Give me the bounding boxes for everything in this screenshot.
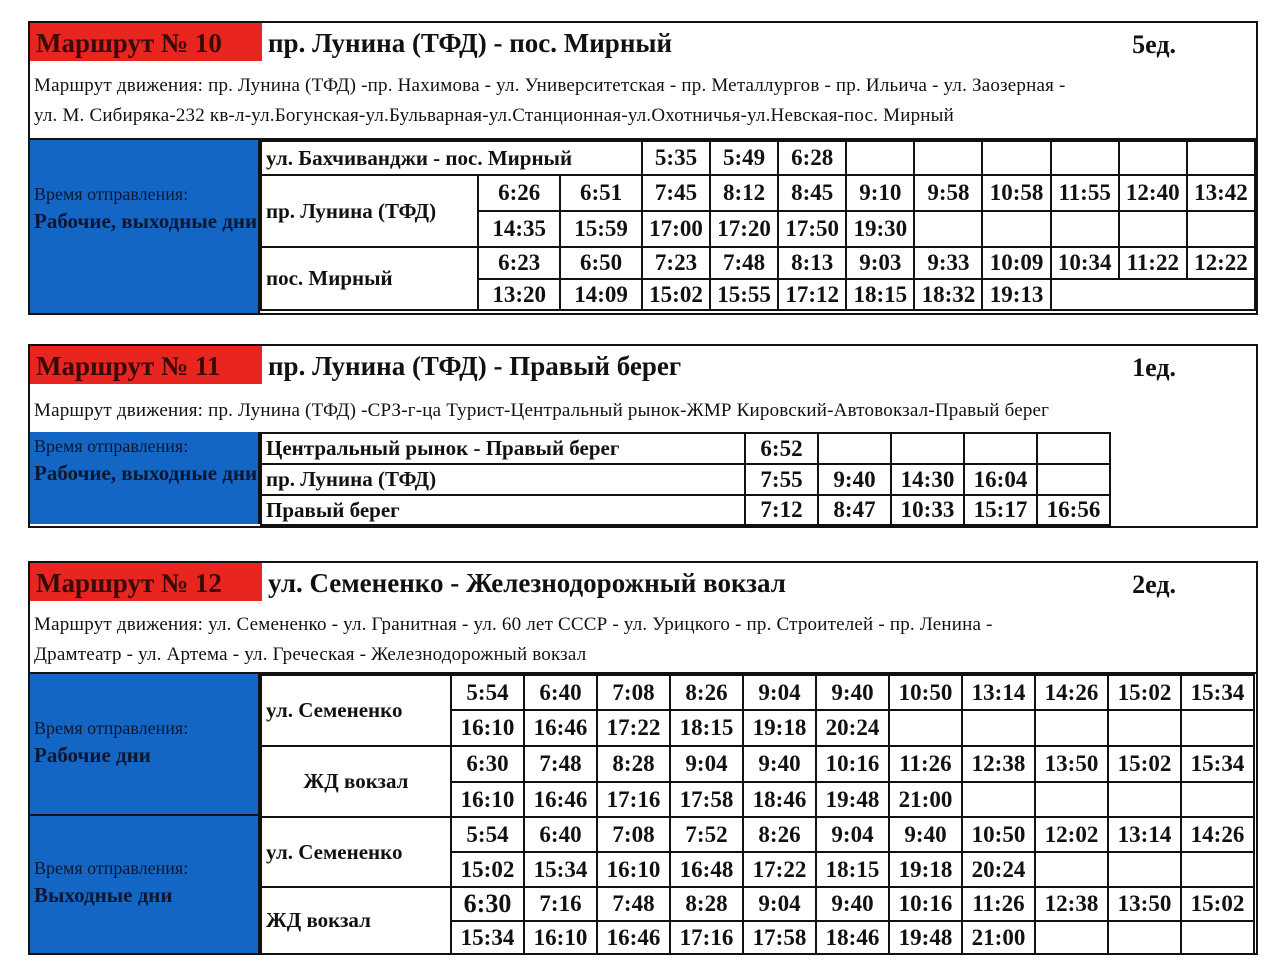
departure-time: 12:38: [962, 746, 1035, 782]
departure-time: 17:50: [778, 211, 846, 247]
departure-time: 11:22: [1119, 247, 1187, 279]
departure-time: [1051, 141, 1119, 175]
departure-time: 14:30: [891, 464, 964, 495]
departure-time: 17:20: [710, 211, 778, 247]
route-12-title: ул. Семененко - Железнодорожный вокзал: [268, 568, 786, 598]
departure-time: [1037, 464, 1110, 495]
departure-time: 7:08: [597, 817, 670, 852]
departure-time: 16:10: [451, 782, 524, 817]
departure-time: 19:18: [889, 852, 962, 887]
departure-time: 20:24: [816, 710, 889, 746]
route-12-card: [28, 561, 1258, 955]
departure-time: 16:10: [597, 852, 670, 887]
route-10-badge: Маршрут № 10: [30, 23, 262, 61]
departure-time: [1119, 211, 1187, 247]
departure-time: 15:34: [524, 852, 597, 887]
departure-time: 15:02: [451, 852, 524, 887]
route-11-description: [34, 396, 1250, 426]
departure-time: 5:54: [451, 817, 524, 852]
route-12-badge: Маршрут № 12: [30, 563, 262, 601]
departure-time: 17:58: [743, 921, 816, 954]
departure-time: [1108, 852, 1181, 887]
departure-time: [1035, 921, 1108, 954]
route-10-title: пр. Лунина (ТФД) - пос. Мирный: [268, 28, 673, 58]
departure-time: 13:20: [478, 279, 560, 310]
stop-label: Центральный рынок - Правый берег: [261, 433, 745, 464]
departure-time: 15:59: [560, 211, 642, 247]
departure-time: [982, 211, 1050, 247]
route-11-units: 1ед.: [1132, 353, 1176, 382]
departure-time: 19:13: [982, 279, 1050, 310]
departure-time: [964, 433, 1037, 464]
departure-time: 21:00: [962, 921, 1035, 954]
departure-time: 9:33: [914, 247, 982, 279]
empty-cell: [1051, 279, 1255, 310]
route-10-header: [30, 23, 1256, 61]
stop-label: ул. Семененко: [261, 817, 451, 887]
route-10-schedule: [30, 138, 1256, 313]
departure-time: [1187, 141, 1255, 175]
departure-time: 10:50: [889, 675, 962, 710]
departure-time: 16:46: [597, 921, 670, 954]
departure-time: [1181, 852, 1254, 887]
departure-time: 5:49: [710, 141, 778, 175]
route-11-day-label: [30, 432, 260, 524]
departure-time: 18:15: [816, 852, 889, 887]
route-10-timetable: [260, 140, 1256, 311]
departure-time: [1181, 921, 1254, 954]
departure-time: 6:50: [560, 247, 642, 279]
departure-time: [1181, 710, 1254, 746]
departure-time: 5:54: [451, 675, 524, 710]
departure-time: 15:17: [964, 495, 1037, 525]
route-12-desc-line-1: Маршрут движения: ул. Семененко - ул. Гранитная - ул. 60 лет СССР - ул. Урицкого - пр. Строителей - пр. Ленина -: [34, 614, 993, 635]
route-11-badge: Маршрут № 11: [30, 346, 262, 384]
departure-time: 9:40: [816, 887, 889, 921]
stop-label: пос. Мирный: [261, 247, 478, 310]
departure-time: [1119, 141, 1187, 175]
departure-time: 17:22: [743, 852, 816, 887]
route-12-schedule: [30, 672, 1256, 953]
departure-time: [1035, 782, 1108, 817]
departure-time: 11:26: [962, 887, 1035, 921]
route-10-desc-line-2: ул. М. Сибиряка-232 кв-л-ул.Богунская-ул.Бульварная-ул.Станционная-ул.Охотничья-ул.Невская-пос. Мирный: [34, 105, 954, 126]
departure-time: 7:23: [642, 247, 710, 279]
departure-time: 16:10: [524, 921, 597, 954]
route-12-work-label-time: Время отправления:: [34, 718, 189, 738]
route-12-weekend-label: [30, 816, 260, 953]
departure-time: [962, 710, 1035, 746]
departure-time: 16:46: [524, 782, 597, 817]
departure-time: [1181, 782, 1254, 817]
departure-time: 7:48: [524, 746, 597, 782]
departure-time: 9:03: [846, 247, 914, 279]
departure-time: 7:48: [597, 887, 670, 921]
departure-time: 13:50: [1035, 746, 1108, 782]
departure-time: 18:46: [743, 782, 816, 817]
departure-time: 9:40: [816, 675, 889, 710]
departure-time: 6:28: [778, 141, 846, 175]
departure-time: [962, 782, 1035, 817]
departure-time: 17:22: [597, 710, 670, 746]
departure-time: [914, 211, 982, 247]
departure-time: 8:45: [778, 175, 846, 211]
departure-time: 8:26: [743, 817, 816, 852]
route-10-day-label: [30, 140, 260, 313]
departure-time: [846, 141, 914, 175]
route-12-units: 2ед.: [1132, 570, 1176, 599]
departure-time: 13:14: [962, 675, 1035, 710]
departure-time: 14:09: [560, 279, 642, 310]
departure-time: [1035, 710, 1108, 746]
departure-time: 15:02: [1108, 746, 1181, 782]
departure-time: 14:35: [478, 211, 560, 247]
route-11-card: [28, 344, 1258, 528]
departure-time: 16:10: [451, 710, 524, 746]
departure-time: 5:35: [642, 141, 710, 175]
departure-time: 9:04: [816, 817, 889, 852]
stop-label: пр. Лунина (ТФД): [261, 464, 745, 495]
route-11-label-time: Время отправления:: [34, 436, 189, 456]
departure-time: 12:40: [1119, 175, 1187, 211]
departure-time: 7:16: [524, 887, 597, 921]
departure-time: 16:56: [1037, 495, 1110, 525]
departure-time: [1108, 921, 1181, 954]
departure-time: 16:04: [964, 464, 1037, 495]
stop-label: ул. Семененко: [261, 675, 451, 746]
departure-time: 18:15: [846, 279, 914, 310]
departure-time: 9:40: [743, 746, 816, 782]
departure-time: 15:34: [451, 921, 524, 954]
departure-time: 18:46: [816, 921, 889, 954]
departure-time: [1108, 782, 1181, 817]
stop-label: ЖД вокзал: [261, 887, 451, 954]
departure-time: 7:12: [745, 495, 818, 525]
departure-time: 10:09: [982, 247, 1050, 279]
departure-time: 9:04: [743, 887, 816, 921]
route-12-description: [34, 610, 1250, 670]
route-12-desc-line-2: Драмтеатр - ул. Артема - ул. Греческая - Железнодорожный вокзал: [34, 644, 587, 665]
departure-time: 19:18: [743, 710, 816, 746]
departure-time: 17:00: [642, 211, 710, 247]
departure-time: 10:34: [1051, 247, 1119, 279]
departure-time: 6:51: [560, 175, 642, 211]
departure-time: 8:26: [670, 675, 743, 710]
departure-time: 7:55: [745, 464, 818, 495]
stop-label: ЖД вокзал: [261, 746, 451, 817]
departure-time: 6:30: [451, 887, 524, 921]
route-10-label-time: Время отправления:: [34, 184, 189, 204]
departure-time: 9:40: [889, 817, 962, 852]
route-11-schedule: [30, 432, 1256, 524]
departure-time: 15:55: [710, 279, 778, 310]
departure-time: 13:14: [1108, 817, 1181, 852]
departure-time: 11:26: [889, 746, 962, 782]
departure-time: 6:30: [451, 746, 524, 782]
departure-time: 15:34: [1181, 746, 1254, 782]
departure-time: 17:16: [597, 782, 670, 817]
departure-time: 8:12: [710, 175, 778, 211]
route-12-week-label-days: Выходные дни: [34, 883, 173, 907]
route-10-label-days: Рабочие, выходные дни: [34, 209, 258, 233]
departure-time: 7:45: [642, 175, 710, 211]
departure-time: 16:48: [670, 852, 743, 887]
departure-time: 9:58: [914, 175, 982, 211]
route-12-timetable: [260, 674, 1255, 955]
departure-time: 8:13: [778, 247, 846, 279]
departure-time: [889, 710, 962, 746]
departure-time: 18:32: [914, 279, 982, 310]
route-11-desc-line-1: Маршрут движения: пр. Лунина (ТФД) -СРЗ-г-ца Турист-Центральный рынок-ЖМР Кировский-Автовокзал-Правый берег: [34, 400, 1050, 421]
departure-time: [818, 433, 891, 464]
departure-time: 21:00: [889, 782, 962, 817]
departure-time: 11:55: [1051, 175, 1119, 211]
departure-time: 14:26: [1181, 817, 1254, 852]
departure-time: 19:48: [889, 921, 962, 954]
departure-time: 15:02: [642, 279, 710, 310]
route-12-week-label-time: Время отправления:: [34, 858, 189, 878]
departure-time: 6:52: [745, 433, 818, 464]
route-11-title: пр. Лунина (ТФД) - Правый берег: [268, 351, 682, 381]
departure-time: 8:28: [597, 746, 670, 782]
departure-time: 17:16: [670, 921, 743, 954]
stop-label: Правый берег: [261, 495, 745, 525]
departure-time: 13:42: [1187, 175, 1255, 211]
departure-time: 7:08: [597, 675, 670, 710]
departure-time: 10:16: [816, 746, 889, 782]
departure-time: 20:24: [962, 852, 1035, 887]
departure-time: 18:15: [670, 710, 743, 746]
departure-time: 14:26: [1035, 675, 1108, 710]
departure-time: 15:02: [1108, 675, 1181, 710]
route-12-header: [30, 563, 1256, 601]
departure-time: 9:04: [670, 746, 743, 782]
departure-time: 17:12: [778, 279, 846, 310]
departure-time: 10:58: [982, 175, 1050, 211]
departure-time: 8:47: [818, 495, 891, 525]
departure-time: 12:22: [1187, 247, 1255, 279]
departure-time: 8:28: [670, 887, 743, 921]
departure-time: 15:02: [1181, 887, 1254, 921]
departure-time: 6:26: [478, 175, 560, 211]
route-10-card: [28, 21, 1258, 315]
departure-time: [1051, 211, 1119, 247]
departure-time: [914, 141, 982, 175]
route-11-timetable: [260, 432, 1111, 526]
departure-time: 19:30: [846, 211, 914, 247]
route-10-description: [34, 71, 1250, 131]
route-11-label-days: Рабочие, выходные дни: [34, 461, 258, 485]
departure-time: 15:34: [1181, 675, 1254, 710]
departure-time: 6:40: [524, 675, 597, 710]
departure-time: [1108, 710, 1181, 746]
departure-time: [982, 141, 1050, 175]
departure-time: 9:10: [846, 175, 914, 211]
departure-time: 7:52: [670, 817, 743, 852]
departure-time: 7:48: [710, 247, 778, 279]
departure-time: 19:48: [816, 782, 889, 817]
departure-time: 6:23: [478, 247, 560, 279]
departure-time: 10:16: [889, 887, 962, 921]
route-10-desc-line-1: Маршрут движения: пр. Лунина (ТФД) -пр. Нахимова - ул. Университетская - пр. Металлургов - пр. Ильича - ул. Заозерная -: [34, 75, 1066, 96]
departure-time: 17:58: [670, 782, 743, 817]
departure-time: 12:38: [1035, 887, 1108, 921]
route-12-work-label-days: Рабочие дни: [34, 743, 151, 767]
departure-time: 6:40: [524, 817, 597, 852]
departure-time: 13:50: [1108, 887, 1181, 921]
departure-time: 9:04: [743, 675, 816, 710]
departure-time: [1035, 852, 1108, 887]
departure-time: [891, 433, 964, 464]
departure-time: 16:46: [524, 710, 597, 746]
departure-time: [1187, 211, 1255, 247]
departure-time: 10:50: [962, 817, 1035, 852]
departure-time: [1037, 433, 1110, 464]
departure-time: 9:40: [818, 464, 891, 495]
route-10-units: 5ед.: [1132, 30, 1176, 59]
departure-time: 12:02: [1035, 817, 1108, 852]
departure-time: 10:33: [891, 495, 964, 525]
stop-label: ул. Бахчиванджи - пос. Мирный: [261, 141, 642, 175]
route-11-header: [30, 346, 1256, 384]
stop-label: пр. Лунина (ТФД): [261, 175, 478, 247]
route-12-workdays-label: [30, 674, 260, 816]
